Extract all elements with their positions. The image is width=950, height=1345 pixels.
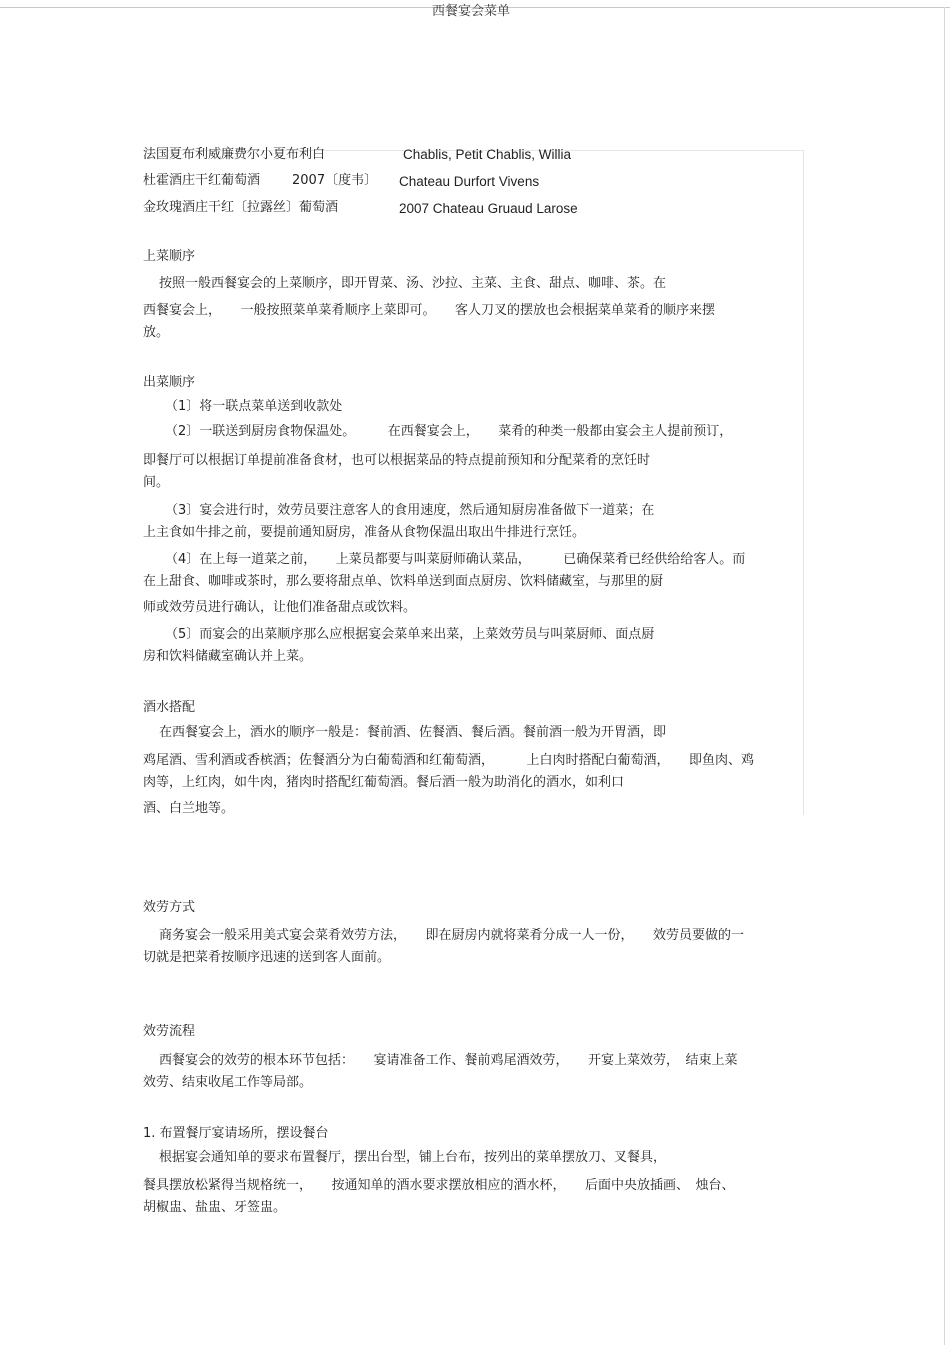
paragraph-line: 放。 bbox=[143, 325, 170, 340]
paragraph-line: 效劳、结束收尾工作等局部。 bbox=[143, 1075, 313, 1090]
list-item: （2〕一联送到厨房食物保温处。 在西餐宴会上， 菜肴的种类一般都由宴会主人提前预订， bbox=[165, 424, 733, 439]
paragraph-line: 餐具摆放松紧得当规格统一， 按通知单的酒水要求摆放相应的酒水杯， 后面中央放插画、 烛台、 bbox=[143, 1178, 735, 1193]
paragraph-line: 胡椒盅、盐盅、牙签盅。 bbox=[143, 1200, 287, 1215]
section-heading-dish-out-order: 出菜顺序 bbox=[143, 375, 196, 390]
page-edge-line bbox=[944, 7, 945, 1345]
wine-2-chinese: 杜霍酒庄干红葡萄酒 bbox=[143, 173, 261, 188]
paragraph-line: 酒、白兰地等。 bbox=[143, 801, 235, 816]
paragraph-line: 房和饮料储藏室确认并上菜。 bbox=[143, 649, 313, 664]
paragraph-line: 商务宴会一般采用美式宴会菜肴效劳方法， 即在厨房内就将菜肴分成一人一份， 效劳员要做的一 bbox=[159, 928, 745, 943]
wine-1-english: Chablis, Petit Chablis, Willia bbox=[403, 147, 572, 162]
section-heading-service-flow: 效劳流程 bbox=[143, 1024, 196, 1039]
paragraph-line: 西餐宴会上， 一般按照菜单菜肴顺序上菜即可。 客人刀叉的摆放也会根据菜单菜肴的顺序来摆 bbox=[143, 303, 716, 318]
paragraph-line: 上主食如牛排之前，要提前通知厨房，准备从食物保温出取出牛排进行烹饪。 bbox=[143, 525, 586, 540]
paragraph-line: 根据宴会通知单的要求布置餐厅，摆出台型，铺上台布，按列出的菜单摆放刀、叉餐具， bbox=[159, 1150, 667, 1165]
paragraph-line: 即餐厅可以根据订单提前准备食材，也可以根据菜品的特点提前预知和分配菜肴的烹饪时 bbox=[143, 453, 651, 468]
paragraph-line: 在上甜食、咖啡或茶时，那么要将甜点单、饮料单送到面点厨房、饮料储藏室，与那里的厨 bbox=[143, 574, 664, 589]
paragraph-line: 切就是把菜肴按顺序迅速的送到客人面前。 bbox=[143, 950, 391, 965]
page-title: 西餐宴会菜单 bbox=[432, 4, 511, 19]
paragraph-line: 肉等，上红肉，如牛肉，猪肉时搭配红葡萄酒。餐后酒一般为助消化的酒水，如利口 bbox=[143, 775, 625, 790]
paragraph-line: 西餐宴会的效劳的根本环节包括： 宴请准备工作、餐前鸡尾酒效劳， 开宴上菜效劳， 结束上菜 bbox=[159, 1053, 738, 1068]
wine-3-chinese: 金玫瑰酒庄干红〔拉露丝〕葡萄酒 bbox=[143, 200, 339, 215]
subsection-heading-step-1: 1. 布置餐厅宴请场所，摆设餐台 bbox=[143, 1126, 329, 1141]
wine-2-year: 2007〔度韦〕 bbox=[292, 173, 378, 188]
wine-2-english: Chateau Durfort Vivens bbox=[399, 174, 540, 189]
section-heading-wine-pairing: 酒水搭配 bbox=[143, 700, 196, 715]
paragraph-line: 按照一般西餐宴会的上菜顺序，即开胃菜、汤、沙拉、主菜、主食、甜点、咖啡、茶。在 bbox=[159, 276, 667, 291]
section-heading-service-style: 效劳方式 bbox=[143, 900, 196, 915]
list-item: （3〕宴会进行时，效劳员要注意客人的食用速度，然后通知厨房准备做下一道菜；在 bbox=[165, 503, 655, 518]
list-item: （1〕将一联点菜单送到收款处 bbox=[165, 399, 343, 414]
paragraph-line: 在西餐宴会上，酒水的顺序一般是：餐前酒、佐餐酒、餐后酒。餐前酒一般为开胃酒，即 bbox=[159, 725, 667, 740]
section-heading-serving-order: 上菜顺序 bbox=[143, 249, 196, 264]
content-box-right-border bbox=[803, 150, 804, 815]
wine-1-chinese: 法国夏布利威廉费尔小夏布利白 bbox=[143, 147, 326, 162]
list-item: （5〕而宴会的出菜顺序那么应根据宴会菜单来出菜，上菜效劳员与叫菜厨师、面点厨 bbox=[165, 627, 655, 642]
wine-3-english: 2007 Chateau Gruaud Larose bbox=[399, 201, 578, 216]
paragraph-line: 间。 bbox=[143, 475, 170, 490]
paragraph-line: 鸡尾酒、雪利酒或香槟酒；佐餐酒分为白葡萄酒和红葡萄酒， 上白肉时搭配白葡萄酒， 即鱼肉、鸡 bbox=[143, 753, 755, 768]
list-item: （4〕在上每一道菜之前， 上菜员都要与叫菜厨师确认菜品， 已确保菜肴已经供给给客人。而 bbox=[165, 552, 746, 567]
paragraph-line: 师或效劳员进行确认，让他们准备甜点或饮料。 bbox=[143, 600, 417, 615]
